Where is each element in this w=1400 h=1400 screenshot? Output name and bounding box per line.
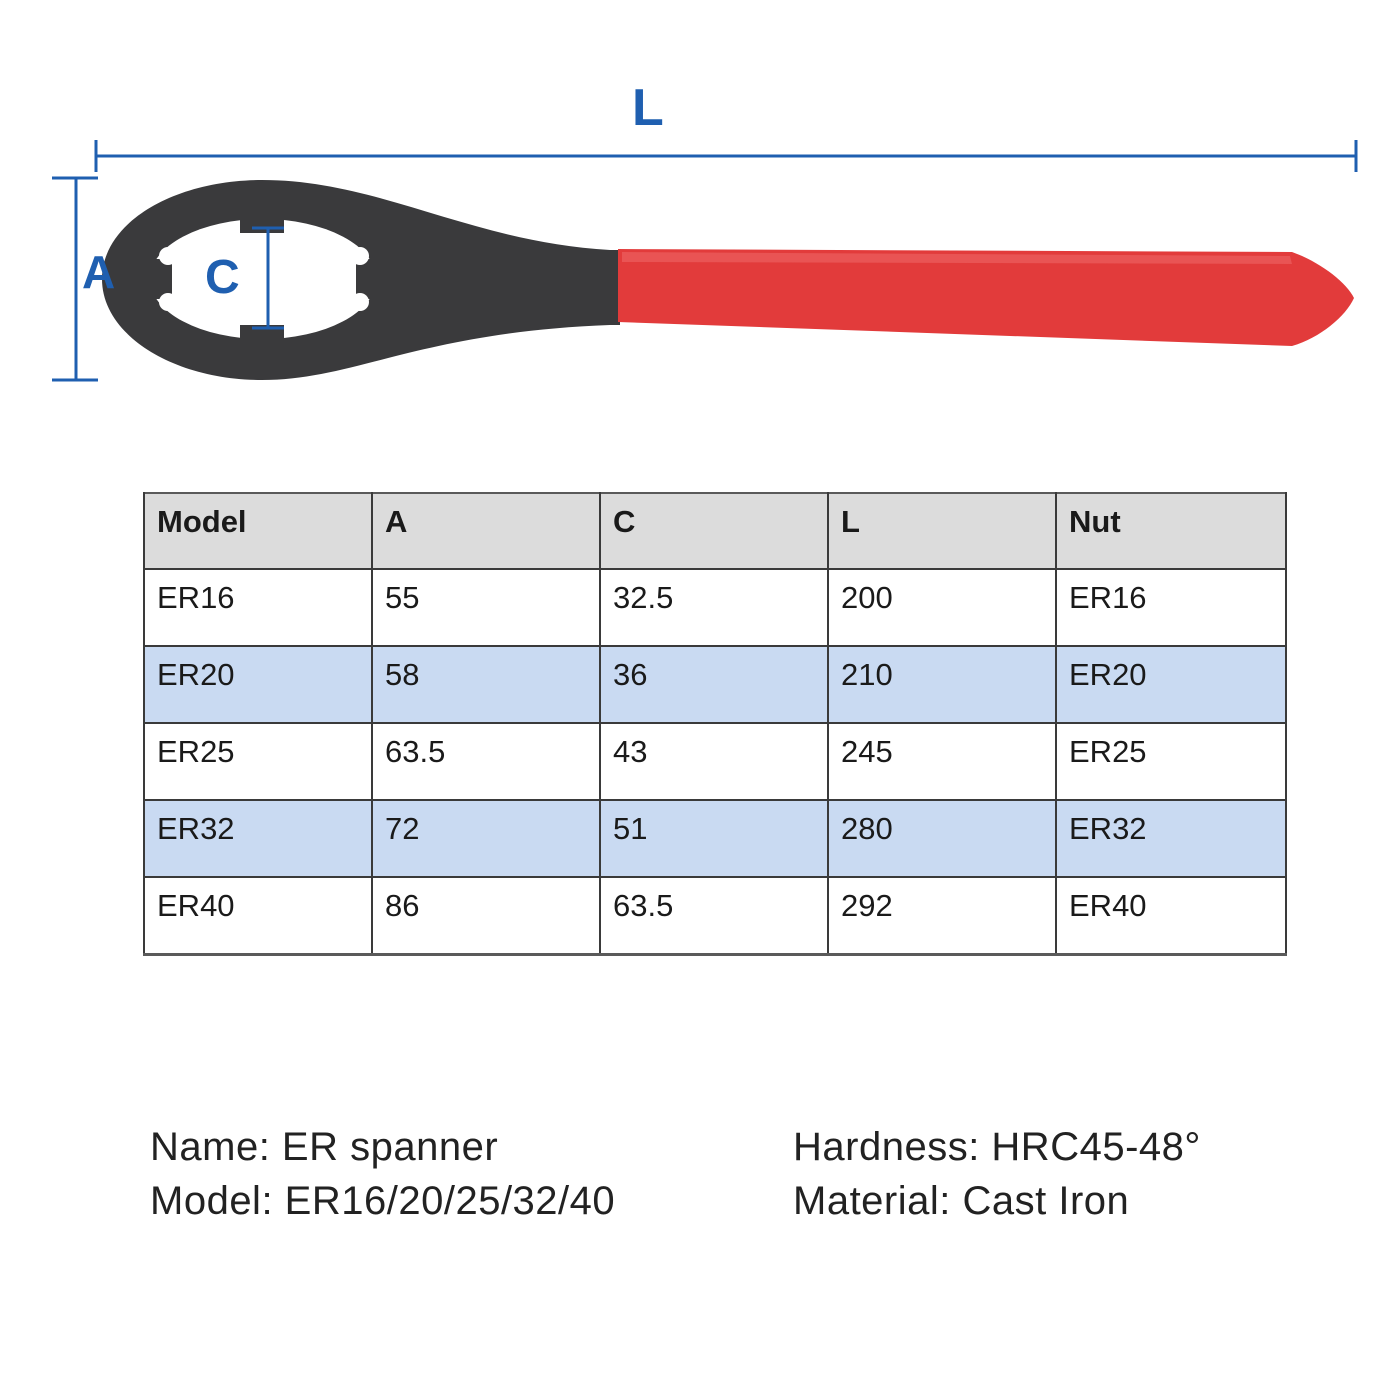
- cell-model: ER20: [144, 646, 372, 723]
- cell-nut: ER25: [1056, 723, 1286, 800]
- table-row: [144, 723, 1286, 800]
- cell-a: 55: [372, 569, 600, 646]
- cell-c: 43: [600, 723, 828, 800]
- info-hardness: Hardness: HRC45-48°: [793, 1125, 1201, 1169]
- table-row: [144, 646, 1286, 723]
- info-right: [793, 1120, 1201, 1228]
- dimension-label-A: A: [82, 246, 116, 298]
- cell-l: 245: [828, 723, 1056, 800]
- cell-nut: ER20: [1056, 646, 1286, 723]
- header-model: Model: [144, 493, 372, 569]
- cell-c: 36: [600, 646, 828, 723]
- cell-a: 86: [372, 877, 600, 954]
- cell-model: ER25: [144, 723, 372, 800]
- cell-c: 51: [600, 800, 828, 877]
- cell-nut: ER16: [1056, 569, 1286, 646]
- dimension-line-L: [96, 140, 1356, 172]
- cell-l: 292: [828, 877, 1056, 954]
- header-l: L: [828, 493, 1056, 569]
- cell-l: 200: [828, 569, 1056, 646]
- cell-c: 32.5: [600, 569, 828, 646]
- header-a: A: [372, 493, 600, 569]
- cell-model: ER32: [144, 800, 372, 877]
- info-model: Model: ER16/20/25/32/40: [150, 1179, 616, 1223]
- spec-table: [143, 492, 1287, 956]
- dimension-label-C: C: [205, 251, 240, 304]
- table-row: [144, 800, 1286, 877]
- cell-model: ER16: [144, 569, 372, 646]
- table-row: [144, 877, 1286, 954]
- dimension-label-L: L: [632, 79, 664, 137]
- info-name: Name: ER spanner: [150, 1125, 499, 1169]
- cell-l: 280: [828, 800, 1056, 877]
- table-header-row: [144, 493, 1286, 569]
- cell-l: 210: [828, 646, 1056, 723]
- cell-a: 72: [372, 800, 600, 877]
- info-left: [150, 1120, 615, 1228]
- nut-opening: [150, 219, 376, 339]
- table-row: [144, 569, 1286, 646]
- header-c: C: [600, 493, 828, 569]
- cell-nut: ER40: [1056, 877, 1286, 954]
- cell-c: 63.5: [600, 877, 828, 954]
- header-nut: Nut: [1056, 493, 1286, 569]
- info-material: Material: Cast Iron: [793, 1179, 1130, 1223]
- spanner-diagram: [0, 0, 1400, 460]
- cell-model: ER40: [144, 877, 372, 954]
- cell-nut: ER32: [1056, 800, 1286, 877]
- cell-a: 58: [372, 646, 600, 723]
- cell-a: 63.5: [372, 723, 600, 800]
